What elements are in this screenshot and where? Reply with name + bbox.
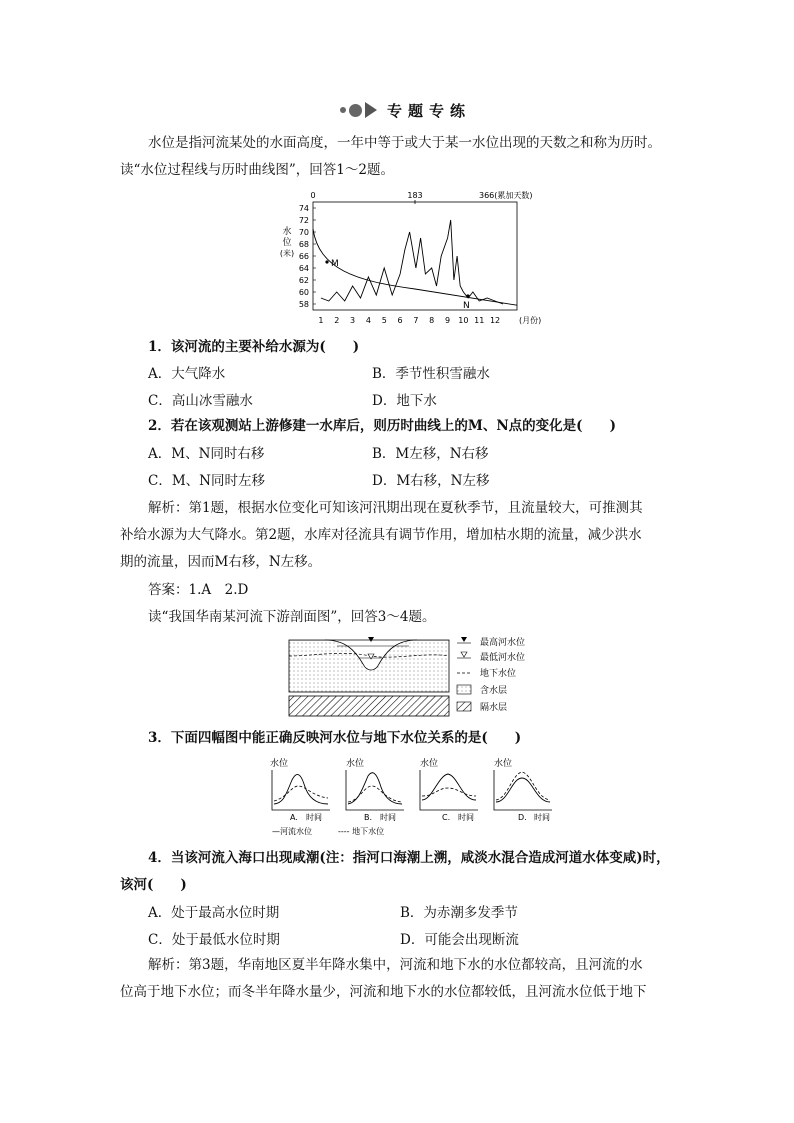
q3-legend-river: —河流水位 (272, 827, 312, 836)
y-tick-labels (299, 204, 316, 309)
x-tick-10: 10 (458, 316, 469, 325)
q3-c-river-line (422, 774, 476, 800)
water-level-chart (265, 186, 555, 331)
y-tick-70: 70 (298, 228, 309, 237)
q1-option-b[interactable]: B．季节性积雪融水 (372, 366, 490, 382)
analysis1-line2: 补给水源为大气降水。第2题，水库对径流具有调节作用，增加枯水期的流量，减少洪水 (120, 527, 642, 543)
q2-option-d[interactable]: D．M右移，N左移 (372, 473, 490, 489)
point-n-label: N (463, 301, 470, 311)
header-dot-small (340, 107, 346, 113)
q3-a-label: A. (290, 813, 298, 822)
q3-chart-a (270, 757, 330, 822)
x-tick-4: 4 (365, 316, 371, 325)
q3-d-river-line (496, 778, 550, 802)
legend-groundwater: 地下水位 (480, 669, 517, 679)
q2-stem: 2．若在该观测站上游修建一水库后，则历时曲线上的M、N点的变化是( ) (148, 418, 616, 434)
x-tick-5: 5 (381, 316, 387, 325)
answer1: 答案：1.A 2.D (148, 582, 249, 598)
q2-option-b[interactable]: B．M左移，N右移 (372, 446, 489, 462)
q3-d-time: 时间 (534, 813, 550, 822)
legend-aquifer: 含水层 (480, 686, 508, 696)
q3-a-river-line (274, 774, 328, 804)
intro-line1: 水位是指河流某处的水面高度，一年中等于或大于某一水位出现的天数之和称为历时。 (148, 135, 661, 151)
point-m-marker (325, 260, 328, 263)
q1-stem: 1．该河流的主要补给水源为( ) (148, 339, 360, 355)
x-tick-8: 8 (429, 316, 435, 325)
q3-c-label: C. (442, 813, 451, 822)
top-tick-366: 366(累加天数) (479, 191, 533, 200)
y-tick-60: 60 (298, 288, 309, 297)
q3-stem: 3．下面四幅图中能正确反映河水位与地下水位关系的是( ) (148, 730, 522, 746)
q3-b-ylabel: 水位 (346, 759, 365, 769)
duration-curve-line (313, 229, 517, 305)
point-m-label: M (331, 259, 339, 269)
q1-option-a[interactable]: A．大气降水 (148, 366, 226, 382)
analysis1-line3: 期的流量，因而M右移，N左移。 (120, 554, 322, 570)
legend-low-water: 最低河水位 (480, 653, 526, 663)
q3-c-ylabel: 水位 (420, 759, 439, 769)
river-cross-section-diagram (285, 634, 545, 718)
x-tick-labels (318, 316, 500, 325)
section-title: 专题专练 (387, 101, 472, 120)
y-tick-74: 74 (298, 204, 309, 213)
y-tick-64: 64 (298, 264, 309, 273)
q4-stem-line2: 该河( ) (120, 877, 187, 893)
q4-option-a[interactable]: A．处于最高水位时期 (148, 905, 280, 921)
x-tick-7: 7 (413, 316, 419, 325)
q4-option-b[interactable]: B．为赤潮多发季节 (400, 905, 518, 921)
q3-b-river-line (348, 773, 402, 804)
top-tick-183: 183 (407, 191, 423, 200)
y-tick-66: 66 (298, 252, 309, 261)
header-dot-large (349, 104, 362, 117)
q1-option-d[interactable]: D．地下水 (372, 393, 437, 409)
legend-high-water: 最高河水位 (480, 638, 526, 648)
q3-c-time: 时间 (458, 813, 474, 822)
y-tick-58: 58 (298, 300, 309, 309)
x-tick-3: 3 (350, 316, 356, 325)
header-arrow-icon (365, 102, 377, 118)
q1-option-c[interactable]: C．高山冰雪融水 (148, 393, 253, 409)
top-tick-0: 0 (310, 191, 316, 200)
q3-option-charts (266, 756, 566, 838)
q3-a-time: 时间 (306, 813, 322, 822)
intro-line2: 读“水位过程线与历时曲线图”，回答1～2题。 (120, 162, 394, 178)
analysis2-line1: 解析：第3题，华南地区夏半年降水集中，河流和地下水的水位都较高，且河流的水 (148, 957, 643, 973)
q3-chart-b (346, 757, 404, 822)
y-title-2: 位 (282, 238, 292, 248)
x-tick-12: 12 (489, 316, 501, 325)
y-tick-68: 68 (298, 240, 309, 249)
q3-b-time: 时间 (380, 813, 396, 822)
x-tick-9: 9 (445, 316, 451, 325)
q4-option-c[interactable]: C．处于最低水位时期 (148, 932, 280, 948)
chart1-frame (313, 202, 517, 310)
x-unit-label: (月份) (519, 316, 542, 325)
y-tick-72: 72 (298, 216, 309, 225)
q3-b-label: B. (364, 813, 373, 822)
x-tick-1: 1 (318, 316, 324, 325)
q4-option-d[interactable]: D．可能会出现断流 (400, 932, 519, 948)
q3-d-ylabel: 水位 (494, 759, 513, 769)
point-n-marker (466, 294, 469, 297)
analysis1-line1: 解析：第1题，根据水位变化可知该河汛期出现在夏秋季节，且流量较大，可推测其 (148, 500, 643, 516)
q4-stem-line1: 4．当该河流入海口出现咸潮(注：指河口海潮上溯，咸淡水混合造成河道水体变咸)时， (148, 850, 670, 866)
aquiclude-layer (289, 696, 449, 716)
x-tick-11: 11 (474, 316, 485, 325)
q3-a-ground-line (274, 786, 328, 801)
q3-d-label: D. (518, 813, 527, 822)
q3-a-ylabel: 水位 (270, 759, 289, 769)
analysis2-line2: 位高于地下水位；而冬半年降水量少，河流和地下水的水位都较低，且河流水位低于地下 (120, 984, 647, 1000)
q2-option-a[interactable]: A．M、N同时右移 (148, 446, 265, 462)
x-tick-6: 6 (397, 316, 403, 325)
q2-option-c[interactable]: C．M、N同时左移 (148, 473, 265, 489)
x-tick-2: 2 (334, 316, 340, 325)
section-header (340, 98, 471, 122)
legend-aquiclude: 隔水层 (480, 703, 508, 713)
y-title-3: (米) (279, 249, 295, 258)
water-level-hydrograph-line (321, 220, 503, 304)
y-tick-62: 62 (298, 276, 309, 285)
y-title-1: 水 (282, 227, 292, 237)
q3-chart-c (420, 757, 478, 822)
q3-d-ground-line (496, 772, 550, 800)
q3-chart-d (494, 757, 552, 822)
q3-legend-ground: ---- 地下水位 (338, 827, 385, 836)
intro2: 读“我国华南某河流下游剖面图”，回答3～4题。 (148, 609, 436, 625)
